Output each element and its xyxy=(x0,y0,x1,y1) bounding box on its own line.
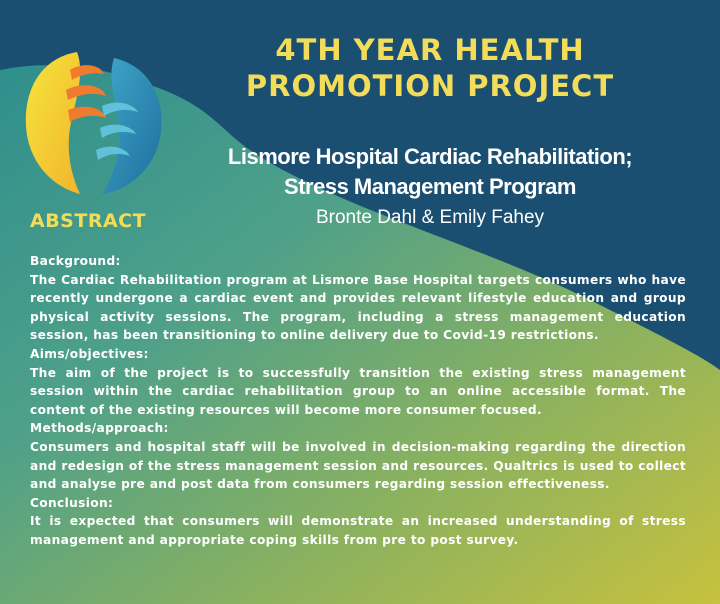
section-text-background: The Cardiac Rehabilitation program at Lismore Base Hospital targets consumers who have recently undergone a cardiac event and provides relevant lifestyle education and group physical activity sessions. The program, including a stress management education session, has been transitioning to online delivery due to Covid-19 restrictions. xyxy=(30,272,686,343)
title-line-1: 4TH YEAR HEALTH xyxy=(275,33,585,67)
section-heading-conclusion: Conclusion: xyxy=(30,495,114,510)
abstract-body xyxy=(30,252,686,550)
section-text-methods: Consumers and hospital staff will be involved in decision-making regarding the direction and redesign of the stress management session and resources. Qualtrics is used to collect and analyse pre and post data from consumers regarding session effectiveness. xyxy=(30,439,686,492)
section-heading-background: Background: xyxy=(30,254,121,268)
subtitle-line-1: Lismore Hospital Cardiac Rehabilitation; xyxy=(227,144,633,169)
section-text-conclusion: It is expected that consumers will demonstrate an increased understanding of stress management and appropriate coping skills from pre to post survey. xyxy=(30,514,686,547)
authors: Bronte Dahl & Emily Fahey xyxy=(315,207,545,228)
section-heading-methods: Methods/approach: xyxy=(30,421,169,436)
abstract-heading: ABSTRACT xyxy=(30,210,147,232)
page-title xyxy=(170,32,690,104)
section-text-aims: The aim of the project is to successfully transition the existing stress management session within the cardiac rehabilitation group to an online accessible format. The content of the existing resources will become more consumer focused. xyxy=(30,365,686,417)
project-subtitle xyxy=(210,142,650,202)
hand-heart-logo-icon xyxy=(22,48,167,198)
section-heading-aims: Aims/objectives: xyxy=(30,346,149,361)
subtitle-line-2: Stress Management Program xyxy=(284,174,576,199)
title-line-2: PROMOTION PROJECT xyxy=(245,69,615,103)
